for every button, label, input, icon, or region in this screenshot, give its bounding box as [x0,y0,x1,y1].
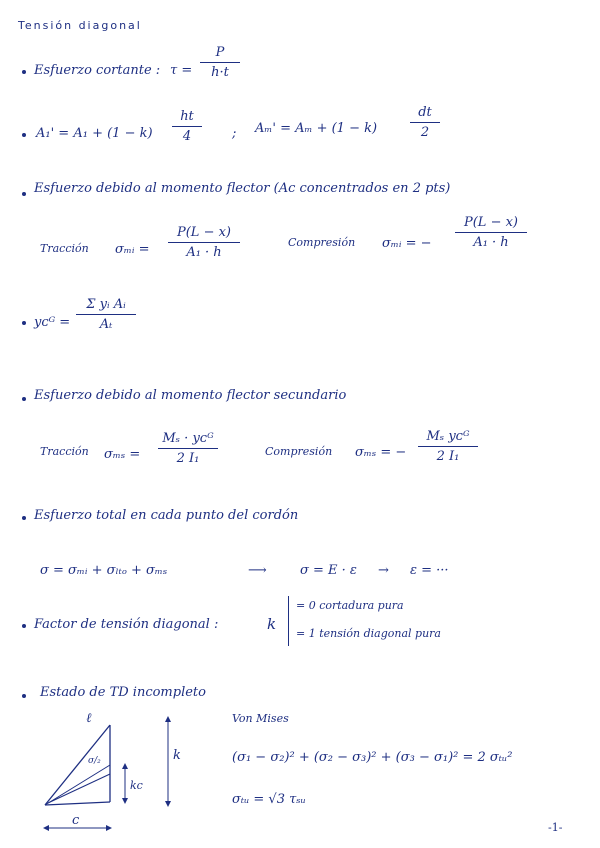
diagonal-factor-var: k [267,615,277,633]
diagram-label-diagonal: σ/₂ [88,756,101,766]
ycg-denominator: Aₜ [99,317,113,332]
area-a1-fraction [172,110,202,143]
ycg-numerator: Σ yᵢ Aᵢ [86,297,126,312]
arrow-head [43,825,49,831]
bullet-point [22,397,26,401]
arrow-head [165,716,171,722]
incomplete-td-label: Estado de TD incompleto [40,685,206,700]
secondary-tension-fraction [158,432,218,465]
von-mises-equation: (σ₁ − σ₂)² + (σ₂ − σ₃)² + (σ₃ − σ₁)² = 2 σₜᵤ² [232,750,513,765]
von-mises-label: Von Mises [232,712,289,725]
secondary-tension-numerator: Mₛ · yᴄᴳ [162,431,214,446]
fraction-bar [76,314,136,315]
fraction-bar [455,232,527,233]
diagram-label-kc: kc [130,779,143,792]
arrow-symbol: ⟶ [248,563,267,578]
factor-case-shear: = 0 cortadura pura [296,599,404,612]
area-am-fraction [410,106,440,139]
bullet-point [22,694,26,698]
bullet-point [22,624,26,628]
shear-stress-lhs: τ = [170,63,193,78]
compression-fraction [455,216,527,249]
fraction-bar [200,62,240,63]
area-a1-numerator: ht [180,109,194,124]
bullet-point [22,516,26,520]
arrow-head [122,763,128,769]
diagram-label-c: c [72,813,80,828]
arrow-head [122,798,128,804]
shear-stress-label: Esfuerzo cortante : [34,63,161,78]
shear-denominator: h·t [211,65,229,80]
arrow-symbol: → [378,563,389,578]
inner-line [45,765,110,805]
arrow-head [106,825,112,831]
tension-numerator: P(L − x) [176,225,231,240]
hooke-law: σ = E · ε [300,563,357,578]
fraction-bar [158,448,218,449]
area-am-numerator: dt [418,105,432,120]
tension-denominator: A₁ · h [186,245,222,260]
page-number: -1- [548,821,563,834]
secondary-moment-label: Esfuerzo debido al momento flector secundario [34,388,347,403]
von-mises-equivalence: σₜᵤ = √3 τₛᵤ [232,792,306,807]
bending-moment-label: Esfuerzo debido al momento flector (Ac concentrados en 2 pts) [34,181,451,196]
inner-line [48,774,110,803]
ycg-fraction [76,298,136,331]
secondary-tension-denominator: 2 I₁ [176,451,200,466]
compression-numerator: P(L − x) [463,215,518,230]
compression-lhs: σₘᵢ = − [382,236,432,251]
fraction-bar [168,242,240,243]
bullet-point [22,192,26,196]
bullet-point [22,70,26,74]
secondary-compression-lhs: σₘₛ = − [355,445,407,460]
separator: ; [232,126,237,141]
tension-label: Tracción [40,242,89,255]
bullet-point [22,321,26,325]
secondary-tension-label: Tracción [40,445,89,458]
area-am-denominator: 2 [420,125,430,140]
total-stress-sum: σ = σₘᵢ + σₗₜₒ + σₘₛ [40,563,168,578]
compression-label: Compresión [288,236,356,249]
factor-case-diagonal: = 1 tensión diagonal pura [296,627,441,640]
secondary-compression-numerator: Mₛ yᴄᴳ [426,429,470,444]
area-a1-lhs: A₁' = A₁ + (1 − k) [36,126,153,141]
area-a1-denominator: 4 [182,129,192,144]
area-am-lhs: Aₘ' = Aₘ + (1 − k) [255,121,378,136]
fraction-bar [418,446,478,447]
arrow-head [165,801,171,807]
compression-denominator: A₁ · h [473,235,509,250]
tension-lhs: σₘᵢ = [115,242,150,257]
secondary-tension-lhs: σₘₛ = [104,447,141,462]
shear-stress-fraction [200,46,240,79]
page-title: Tensión diagonal [18,19,142,32]
tension-fraction [168,226,240,259]
fraction-bar [410,122,440,123]
diagonal-factor-label: Factor de tensión diagonal : [34,617,219,632]
ycg-lhs: yᴄᴳ = [34,315,71,330]
total-stress-label: Esfuerzo total en cada punto del cordón [34,508,299,523]
brace-symbol [288,596,289,646]
strain-expression: ε = ··· [410,563,449,578]
shear-numerator: P [215,45,225,60]
diagram-label-top: ℓ [86,711,92,726]
diagram-label-k: k [173,748,181,763]
bullet-point [22,133,26,137]
base-edge [45,802,110,805]
secondary-compression-denominator: 2 I₁ [436,449,460,464]
secondary-compression-label: Compresión [265,445,333,458]
secondary-compression-fraction [418,430,478,463]
fraction-bar [172,126,202,127]
web-strip-diagram [30,710,200,835]
